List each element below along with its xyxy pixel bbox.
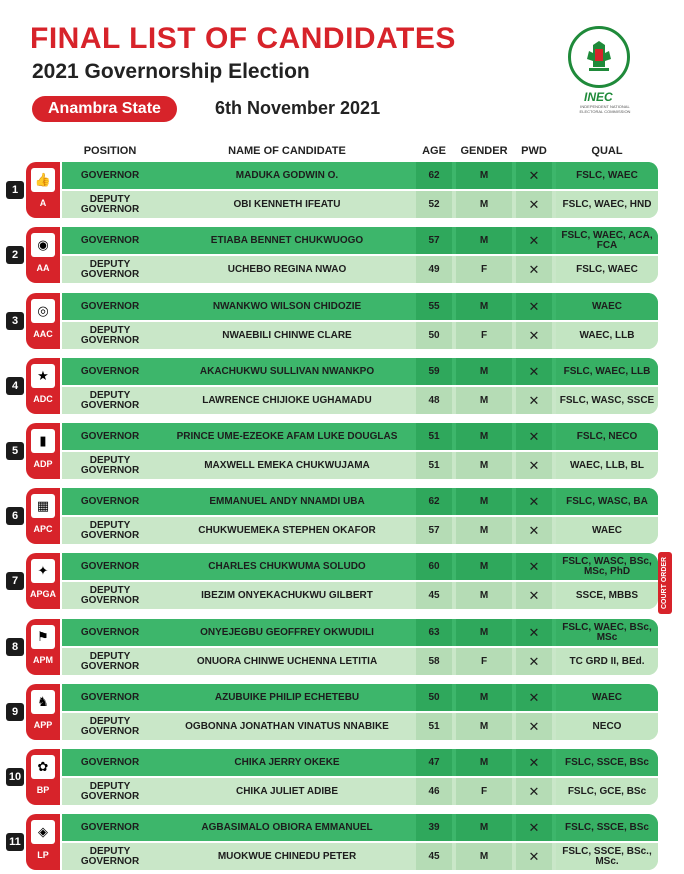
age-cell: 51 xyxy=(416,452,452,479)
party-logo-icon: ✿ xyxy=(31,755,55,779)
pwd-cross-icon: ✕ xyxy=(516,162,552,189)
position-cell: DEPUTY GOVERNOR xyxy=(80,519,140,541)
gender-cell: M xyxy=(456,619,512,646)
position-cell: GOVERNOR xyxy=(80,234,140,246)
party-abbreviation: APM xyxy=(33,655,53,665)
party-number: 4 xyxy=(6,377,24,395)
party-logo-icon: 👍 xyxy=(31,168,55,192)
position-cell: GOVERNOR xyxy=(80,430,140,442)
pwd-cross-icon: ✕ xyxy=(516,749,552,776)
age-cell: 57 xyxy=(416,517,452,544)
age-cell: 58 xyxy=(416,648,452,675)
party-number: 10 xyxy=(6,768,24,786)
coat-of-arms-icon xyxy=(583,39,615,73)
gender-cell: F xyxy=(456,256,512,283)
qualification-cell: TC GRD II, BEd. xyxy=(556,648,658,675)
qualification-cell: FSLC, WAEC, BSc, MSc xyxy=(556,619,658,646)
position-cell: DEPUTY GOVERNOR xyxy=(80,845,140,867)
gender-cell: M xyxy=(456,162,512,189)
qualification-cell: FSLC, SSCE, BSc xyxy=(556,749,658,776)
party-logo-column xyxy=(26,684,60,740)
candidate-name-cell: MUOKWUE CHINEDU PETER xyxy=(217,851,357,862)
pwd-cross-icon: ✕ xyxy=(516,256,552,283)
pwd-cross-icon: ✕ xyxy=(516,423,552,450)
party-abbreviation: AA xyxy=(36,263,50,273)
deputy-governor-row xyxy=(62,517,658,544)
gender-cell: M xyxy=(456,227,512,254)
age-cell: 50 xyxy=(416,684,452,711)
col-age: AGE xyxy=(422,145,446,157)
candidate-name-cell: NWANKWO WILSON CHIDOZIE xyxy=(212,301,362,312)
candidate-name-cell: MAXWELL EMEKA CHUKWUJAMA xyxy=(204,460,370,471)
pwd-cross-icon: ✕ xyxy=(516,387,552,414)
qualification-cell: FSLC, WAEC xyxy=(556,162,658,189)
governor-row xyxy=(62,162,658,189)
col-position: POSITION xyxy=(83,145,137,157)
party-abbreviation: A xyxy=(39,198,47,208)
qualification-cell: WAEC, LLB xyxy=(556,322,658,349)
qualification-cell: WAEC xyxy=(556,684,658,711)
gender-cell: M xyxy=(456,684,512,711)
party-abbreviation: BP xyxy=(36,785,50,795)
party-logo-column xyxy=(26,619,60,675)
party-logo-icon: ▦ xyxy=(31,494,55,518)
pwd-cross-icon: ✕ xyxy=(516,684,552,711)
position-cell: GOVERNOR xyxy=(80,626,140,638)
gender-cell: F xyxy=(456,322,512,349)
qualification-cell: WAEC, LLB, BL xyxy=(556,452,658,479)
pwd-cross-icon: ✕ xyxy=(516,553,552,580)
gender-cell: M xyxy=(456,553,512,580)
candidate-name-cell: PRINCE UME-EZEOKE AFAM LUKE DOUGLAS xyxy=(176,431,398,442)
party-group xyxy=(11,553,658,609)
position-cell: GOVERNOR xyxy=(80,365,140,377)
party-logo-icon: ♞ xyxy=(31,690,55,714)
col-gender: GENDER xyxy=(460,145,508,157)
candidate-name-cell: CHIKA JERRY OKEKE xyxy=(234,757,340,768)
party-logo-icon: ◈ xyxy=(31,820,55,844)
age-cell: 51 xyxy=(416,713,452,740)
party-logo-icon: ◉ xyxy=(31,233,55,257)
qualification-cell: FSLC, SSCE, BSc., MSc. xyxy=(556,843,658,870)
qualification-cell: WAEC xyxy=(556,293,658,320)
party-number: 8 xyxy=(6,638,24,656)
col-qual: QUAL xyxy=(591,145,623,157)
party-logo-column xyxy=(26,293,60,349)
party-group xyxy=(11,488,658,544)
candidate-name-cell: UCHEBO REGINA NWAO xyxy=(227,264,347,275)
party-abbreviation: AAC xyxy=(33,329,53,339)
pwd-cross-icon: ✕ xyxy=(516,488,552,515)
candidate-name-cell: CHUKWUEMEKA STEPHEN OKAFOR xyxy=(198,525,376,536)
position-cell: DEPUTY GOVERNOR xyxy=(80,650,140,672)
party-logo-column xyxy=(26,227,60,283)
qualification-cell: FSLC, WAEC, LLB xyxy=(556,358,658,385)
pwd-cross-icon: ✕ xyxy=(516,517,552,544)
party-group xyxy=(11,684,658,740)
governor-row xyxy=(62,684,658,711)
party-abbreviation: LP xyxy=(37,850,49,860)
governor-row xyxy=(62,619,658,646)
party-logo-column xyxy=(26,423,60,479)
candidate-name-cell: EMMANUEL ANDY NNAMDI UBA xyxy=(209,496,365,507)
position-cell: DEPUTY GOVERNOR xyxy=(80,258,140,280)
position-cell: DEPUTY GOVERNOR xyxy=(80,324,140,346)
party-group xyxy=(11,227,658,283)
age-cell: 55 xyxy=(416,293,452,320)
governor-row xyxy=(62,227,658,254)
party-number: 3 xyxy=(6,312,24,330)
col-name: NAME OF CANDIDATE xyxy=(228,145,346,157)
gender-cell: M xyxy=(456,452,512,479)
gender-cell: M xyxy=(456,843,512,870)
party-abbreviation: APP xyxy=(33,720,53,730)
age-cell: 47 xyxy=(416,749,452,776)
pwd-cross-icon: ✕ xyxy=(516,582,552,609)
deputy-governor-row xyxy=(62,843,658,870)
election-date: 6th November 2021 xyxy=(215,98,381,118)
court-order-tag: COURT ORDER xyxy=(658,552,672,614)
position-cell: GOVERNOR xyxy=(80,691,140,703)
qualification-cell: FSLC, WASC, BSc, MSc, PhD xyxy=(556,553,658,580)
age-cell: 45 xyxy=(416,843,452,870)
gender-cell: M xyxy=(456,293,512,320)
gender-cell: M xyxy=(456,749,512,776)
party-logo-column xyxy=(26,488,60,544)
governor-row xyxy=(62,488,658,515)
pwd-cross-icon: ✕ xyxy=(516,648,552,675)
party-group xyxy=(9,814,658,870)
deputy-governor-row xyxy=(62,387,658,414)
state-badge: Anambra State xyxy=(32,96,177,122)
age-cell: 52 xyxy=(416,191,452,218)
governor-row xyxy=(62,749,658,776)
deputy-governor-row xyxy=(62,713,658,740)
pwd-cross-icon: ✕ xyxy=(516,713,552,740)
governor-row xyxy=(62,358,658,385)
party-abbreviation: ADP xyxy=(33,459,53,469)
pwd-cross-icon: ✕ xyxy=(516,293,552,320)
age-cell: 45 xyxy=(416,582,452,609)
candidate-name-cell: ONUORA CHINWE UCHENNA LETITIA xyxy=(196,656,378,667)
governor-row xyxy=(62,814,658,841)
gender-cell: M xyxy=(456,423,512,450)
position-cell: GOVERNOR xyxy=(80,756,140,768)
governor-row xyxy=(62,423,658,450)
party-number: 5 xyxy=(6,442,24,460)
position-cell: GOVERNOR xyxy=(80,821,140,833)
pwd-cross-icon: ✕ xyxy=(516,843,552,870)
qualification-cell: FSLC, WASC, BA xyxy=(556,488,658,515)
position-cell: DEPUTY GOVERNOR xyxy=(80,584,140,606)
candidate-name-cell: OBI KENNETH IFEATU xyxy=(233,199,341,210)
age-cell: 59 xyxy=(416,358,452,385)
gender-cell: M xyxy=(456,387,512,414)
party-abbreviation: APGA xyxy=(29,589,56,599)
deputy-governor-row xyxy=(62,191,658,218)
age-cell: 60 xyxy=(416,553,452,580)
governor-row xyxy=(62,553,658,580)
gender-cell: M xyxy=(456,814,512,841)
position-cell: DEPUTY GOVERNOR xyxy=(80,715,140,737)
age-cell: 63 xyxy=(416,619,452,646)
party-logo-icon: ⚑ xyxy=(31,625,55,649)
qualification-cell: FSLC, SSCE, BSc xyxy=(556,814,658,841)
party-abbreviation: ADC xyxy=(33,394,53,404)
gender-cell: M xyxy=(456,517,512,544)
candidate-name-cell: IBEZIM ONYEKACHUKWU GILBERT xyxy=(201,590,373,601)
qualification-cell: FSLC, WAEC, HND xyxy=(556,191,658,218)
pwd-cross-icon: ✕ xyxy=(516,358,552,385)
pwd-cross-icon: ✕ xyxy=(516,322,552,349)
inec-logo xyxy=(568,26,630,88)
inec-logo-name: INEC xyxy=(584,90,613,104)
party-logo-icon: ✦ xyxy=(31,559,55,583)
gender-cell: M xyxy=(456,582,512,609)
deputy-governor-row xyxy=(62,322,658,349)
pwd-cross-icon: ✕ xyxy=(516,778,552,805)
candidate-name-cell: LAWRENCE CHIJIOKE UGHAMADU xyxy=(202,395,372,406)
position-cell: DEPUTY GOVERNOR xyxy=(80,780,140,802)
age-cell: 62 xyxy=(416,162,452,189)
qualification-cell: NECO xyxy=(556,713,658,740)
candidate-name-cell: NWAEBILI CHINWE CLARE xyxy=(222,330,352,341)
candidate-name-cell: ONYEJEGBU GEOFFREY OKWUDILI xyxy=(200,627,374,638)
gender-cell: F xyxy=(456,778,512,805)
party-number: 9 xyxy=(6,703,24,721)
governor-row xyxy=(62,293,658,320)
age-cell: 62 xyxy=(416,488,452,515)
position-cell: DEPUTY GOVERNOR xyxy=(80,193,140,215)
pwd-cross-icon: ✕ xyxy=(516,619,552,646)
candidate-name-cell: AKACHUKWU SULLIVAN NWANKPO xyxy=(199,366,375,377)
party-logo-icon: ★ xyxy=(31,364,55,388)
table-header xyxy=(0,145,684,159)
party-logo-icon: ▮ xyxy=(31,429,55,453)
age-cell: 50 xyxy=(416,322,452,349)
deputy-governor-row xyxy=(62,256,658,283)
position-cell: GOVERNOR xyxy=(80,169,140,181)
candidate-name-cell: CHIKA JULIET ADIBE xyxy=(235,786,339,797)
gender-cell: M xyxy=(456,191,512,218)
qualification-cell: FSLC, WASC, SSCE xyxy=(556,387,658,414)
gender-cell: M xyxy=(456,358,512,385)
candidate-name-cell: ETIABA BENNET CHUKWUOGO xyxy=(210,235,364,246)
candidate-name-cell: OGBONNA JONATHAN VINATUS NNABIKE xyxy=(185,721,389,732)
candidate-name-cell: MADUKA GODWIN O. xyxy=(235,170,339,181)
party-number: 2 xyxy=(6,246,24,264)
party-group xyxy=(8,749,658,805)
candidate-name-cell: CHARLES CHUKWUMA SOLUDO xyxy=(208,561,366,572)
age-cell: 39 xyxy=(416,814,452,841)
party-logo-icon: ◎ xyxy=(31,299,55,323)
position-cell: GOVERNOR xyxy=(80,560,140,572)
party-logo-column xyxy=(26,553,60,609)
party-logo-column xyxy=(26,358,60,414)
party-number: 7 xyxy=(6,572,24,590)
position-cell: DEPUTY GOVERNOR xyxy=(80,454,140,476)
qualification-cell: WAEC xyxy=(556,517,658,544)
pwd-cross-icon: ✕ xyxy=(516,227,552,254)
pwd-cross-icon: ✕ xyxy=(516,814,552,841)
deputy-governor-row xyxy=(62,452,658,479)
pwd-cross-icon: ✕ xyxy=(516,452,552,479)
party-number: 11 xyxy=(6,833,24,851)
deputy-governor-row xyxy=(62,648,658,675)
age-cell: 51 xyxy=(416,423,452,450)
col-pwd: PWD xyxy=(521,145,547,157)
inec-logo-subtext: INDEPENDENT NATIONAL ELECTORAL COMMISSION xyxy=(579,104,631,114)
qualification-cell: FSLC, NECO xyxy=(556,423,658,450)
position-cell: DEPUTY GOVERNOR xyxy=(80,389,140,411)
age-cell: 49 xyxy=(416,256,452,283)
position-cell: GOVERNOR xyxy=(80,495,140,507)
party-number: 1 xyxy=(6,181,24,199)
qualification-cell: FSLC, WAEC, ACA, FCA xyxy=(556,227,658,254)
age-cell: 48 xyxy=(416,387,452,414)
deputy-governor-row xyxy=(62,582,658,609)
pwd-cross-icon: ✕ xyxy=(516,191,552,218)
position-cell: GOVERNOR xyxy=(80,300,140,312)
gender-cell: F xyxy=(456,648,512,675)
party-number: 6 xyxy=(6,507,24,525)
party-logo-column xyxy=(26,749,60,805)
qualification-cell: FSLC, WAEC xyxy=(556,256,658,283)
deputy-governor-row xyxy=(62,778,658,805)
party-group xyxy=(11,423,658,479)
page-subtitle: 2021 Governorship Election xyxy=(32,60,310,83)
party-group xyxy=(11,619,658,675)
party-logo-column xyxy=(26,814,60,870)
party-group xyxy=(11,293,658,349)
age-cell: 57 xyxy=(416,227,452,254)
candidate-name-cell: AGBASIMALO OBIORA EMMANUEL xyxy=(201,822,373,833)
party-logo-column xyxy=(26,162,60,218)
gender-cell: M xyxy=(456,488,512,515)
age-cell: 46 xyxy=(416,778,452,805)
party-group xyxy=(11,358,658,414)
party-abbreviation: APC xyxy=(33,524,53,534)
gender-cell: M xyxy=(456,713,512,740)
candidate-name-cell: AZUBUIKE PHILIP ECHETEBU xyxy=(214,692,360,703)
qualification-cell: FSLC, GCE, BSc xyxy=(556,778,658,805)
qualification-cell: SSCE, MBBS xyxy=(556,582,658,609)
page-title: FINAL LIST OF CANDIDATES xyxy=(30,22,456,55)
party-group xyxy=(11,162,658,218)
